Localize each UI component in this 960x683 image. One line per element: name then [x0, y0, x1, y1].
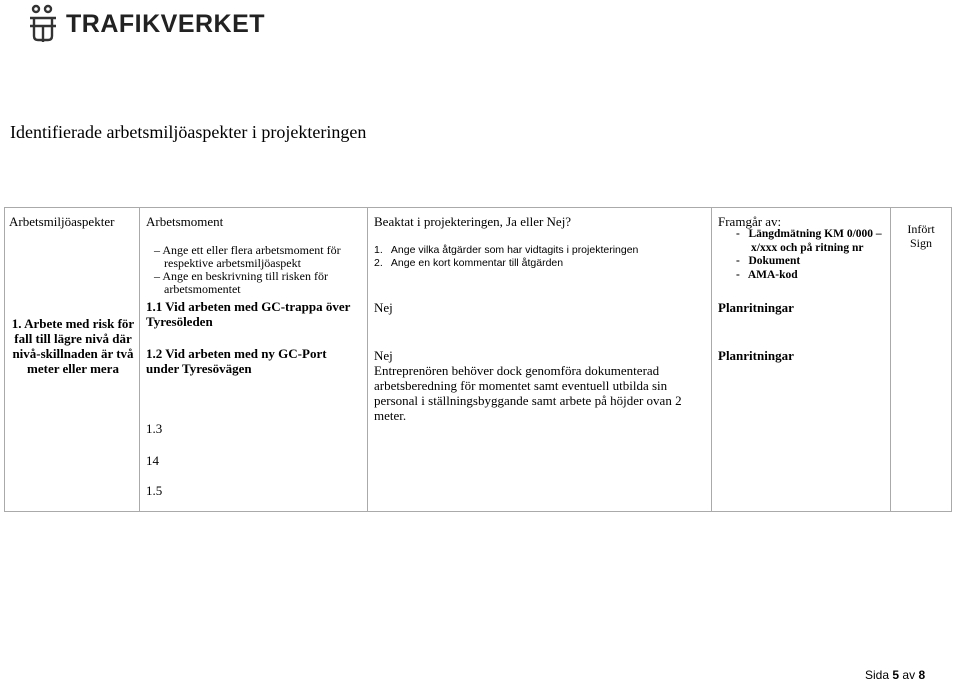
moments-instruction-2: – Ange en beskrivning till risken för arbetsmomentet: [154, 269, 328, 296]
source-column: [712, 208, 891, 512]
aspect-item-1: 1. Arbete med risk för fall till lägre nivå där nivå-skillnaden är två meter eller mera: [11, 316, 135, 376]
moment-row-1-2: 1.2 Vid arbeten med ny GC-Port under Tyresövägen: [146, 346, 327, 376]
trafikverket-logo-icon: [26, 4, 60, 44]
considered-instruction-1: 1. Ange vilka åtgärder som har vidtagits i projekteringen: [374, 244, 639, 256]
source-item-3: - AMA-kod: [736, 268, 798, 281]
source-header: Framgår av:: [718, 214, 782, 229]
signed-header-line-1: Infört: [907, 222, 935, 236]
page-title: Identifierade arbetsmiljöaspekter i projekteringen: [10, 122, 367, 142]
moments-header: Arbetsmoment: [146, 214, 224, 229]
source-row-2: Planritningar: [718, 348, 794, 363]
moments-instruction-1: – Ange ett eller flera arbetsmoment för respektive arbetsmiljöaspekt: [154, 243, 341, 270]
considered-header: Beaktat i projekteringen, Ja eller Nej?: [374, 214, 572, 229]
moment-row-1-4: 14: [146, 453, 159, 468]
considered-row-2-answer: Nej: [374, 348, 393, 363]
signed-column: [891, 208, 952, 512]
moment-row-1-1: 1.1 Vid arbeten med GC-trappa över Tyresöleden: [146, 299, 351, 329]
source-row-1: Planritningar: [718, 300, 794, 315]
source-items: [736, 228, 886, 282]
signed-header-line-2: Sign: [909, 236, 932, 250]
considered-column: [368, 208, 712, 512]
moments-instructions: [154, 244, 360, 296]
aspects-table: [4, 207, 952, 512]
considered-instructions: [374, 244, 704, 270]
trafikverket-logo: [26, 4, 265, 44]
aspects-column: [5, 208, 140, 512]
signed-header: [891, 222, 951, 250]
source-item-2: - Dokument: [736, 255, 801, 267]
considered-row-1: Nej: [374, 300, 393, 315]
moments-column: [140, 208, 368, 512]
aspects-header: Arbetsmiljöaspekter: [9, 214, 115, 229]
source-item-1: - Längdmätning KM 0/000 – x/xxx och på ritning nr: [736, 228, 885, 254]
considered-row-2-comment: Entreprenören behöver dock genomföra dokumenterad arbetsberedning för momentet samt eventuell utbilda sin personal i ställningsbyggande samt arbete på höjder ovan 2 meter.: [374, 363, 682, 423]
logo-text: TRAFIKVERKET: [66, 9, 266, 38]
moment-row-1-3: 1.3: [146, 421, 163, 436]
considered-instruction-2: 2. Ange en kort kommentar till åtgärden: [374, 257, 564, 269]
page-number: Sida 5 av 8: [865, 668, 926, 682]
moment-row-1-5: 1.5: [146, 483, 163, 498]
